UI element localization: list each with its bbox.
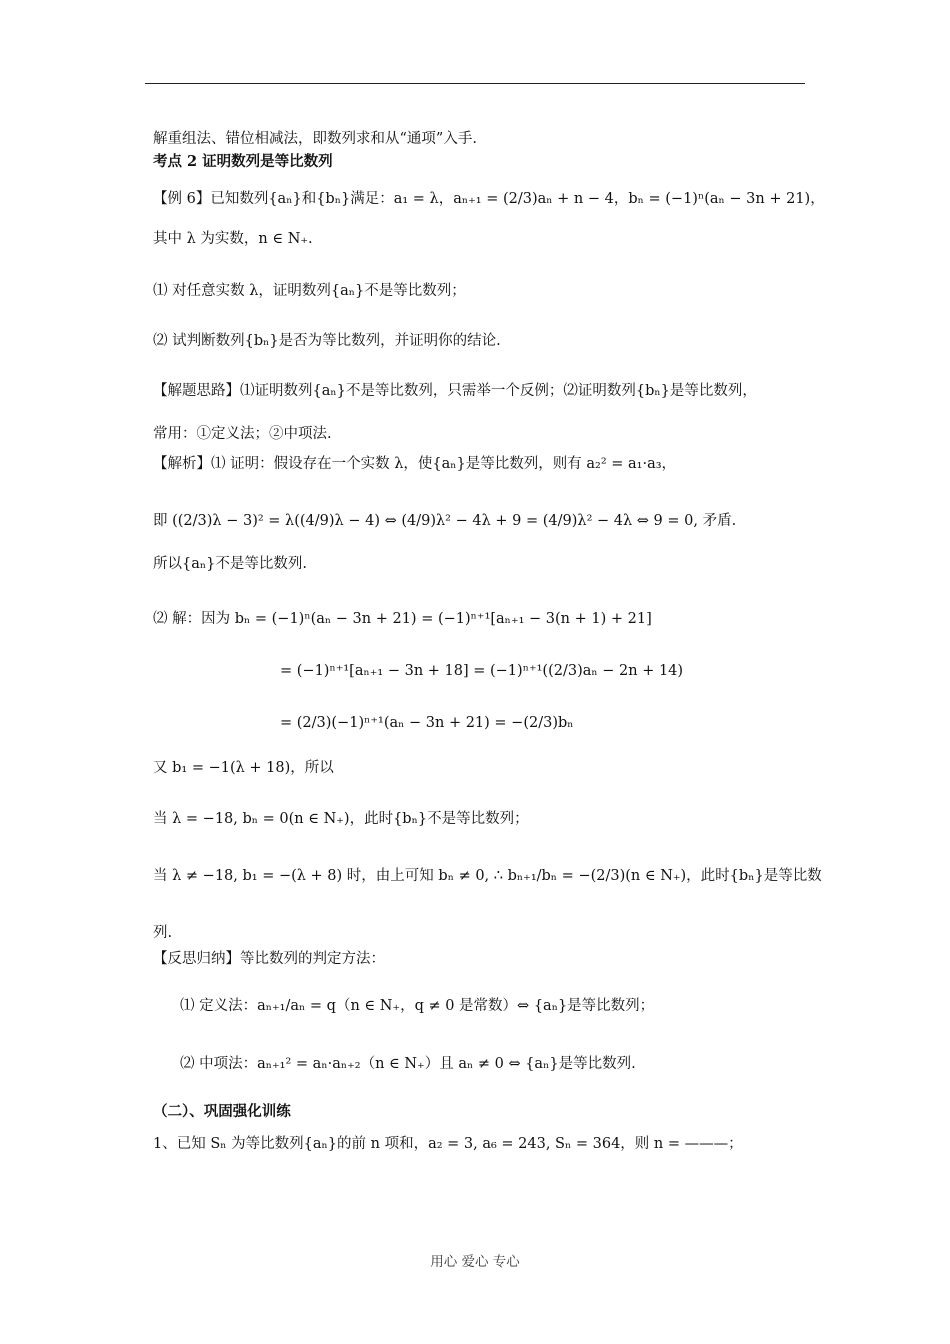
case-lambda-neq-cont: 列. <box>153 925 173 941</box>
question-2: ⑵ 试判断数列{bₙ}是否为等比数列，并证明你的结论. <box>153 333 501 349</box>
method-definition: ⑴ 定义法：aₙ₊₁/aₙ = q（n ∈ N₊，q ≠ 0 是常数）⇔ {aₙ}是等比数列； <box>180 998 655 1014</box>
page-footer: 用心 爱心 专心 <box>430 1254 520 1270</box>
derivation-step-2: = (−1)ⁿ⁺¹[aₙ₊₁ − 3n + 18] = (−1)ⁿ⁺¹((2/3)aₙ − 2n + 14) <box>280 663 684 679</box>
solution-idea: 【解题思路】⑴证明数列{aₙ}不是等比数列，只需举一个反例；⑵证明数列{bₙ}是等比数列， <box>153 383 757 399</box>
case-lambda-eq: 当 λ = −18, bₙ = 0(n ∈ N₊)，此时{bₙ}不是等比数列； <box>153 811 529 827</box>
derivation-step-3: = (2/3)(−1)ⁿ⁺¹(aₙ − 3n + 21) = −(2/3)bₙ <box>280 715 574 731</box>
analysis-contradiction: 即 ((2/3)λ − 3)² = λ((4/9)λ − 4) ⇔ (4/9)λ² − 4λ + 9 = (4/9)λ² − 4λ ⇔ 9 = 0, 矛盾. <box>153 513 737 529</box>
exercise-1: 1、已知 Sₙ 为等比数列{aₙ}的前 n 项和，a₂ = 3, a₆ = 243, Sₙ = 364，则 n = ———； <box>153 1136 743 1152</box>
analysis-part-1: 【解析】⑴ 证明：假设存在一个实数 λ，使{aₙ}是等比数列，则有 a₂² = a₁·a₃， <box>153 456 677 472</box>
solution-idea-cont: 常用：①定义法；②中项法. <box>153 426 332 442</box>
section-heading: 考点 2 证明数列是等比数列 <box>153 153 333 170</box>
question-1: ⑴ 对任意实数 λ，证明数列{aₙ}不是等比数列； <box>153 283 466 299</box>
example-6-condition: 其中 λ 为实数，n ∈ N₊. <box>153 231 313 247</box>
header-rule <box>145 83 805 84</box>
analysis-part-2: ⑵ 解：因为 bₙ = (−1)ⁿ(aₙ − 3n + 21) = (−1)ⁿ⁺¹[aₙ₊₁ − 3(n + 1) + 21] <box>153 611 652 627</box>
analysis-conclusion-1: 所以{aₙ}不是等比数列. <box>153 556 307 572</box>
example-6-statement: 【例 6】已知数列{aₙ}和{bₙ}满足：a₁ = λ，aₙ₊₁ = (2/3)aₙ + n − 4，bₙ = (−1)ⁿ(aₙ − 3n + 21)， <box>153 191 825 207</box>
training-heading: （二）、巩固强化训练 <box>153 1103 291 1120</box>
reflection-heading: 【反思归纳】等比数列的判定方法： <box>153 951 385 967</box>
method-middle-term: ⑵ 中项法：aₙ₊₁² = aₙ·aₙ₊₂（n ∈ N₊）且 aₙ ≠ 0 ⇔ {aₙ}是等比数列. <box>180 1056 636 1072</box>
b1-value: 又 b₁ = −1(λ + 18)，所以 <box>153 760 334 776</box>
case-lambda-neq: 当 λ ≠ −18, b₁ = −(λ + 8) 时，由上可知 bₙ ≠ 0, ∴ bₙ₊₁/bₙ = −(2/3)(n ∈ N₊)，此时{bₙ}是等比数 <box>153 868 822 884</box>
text-line-1: 解重组法、错位相减法，即数列求和从“通项”入手. <box>153 131 477 147</box>
